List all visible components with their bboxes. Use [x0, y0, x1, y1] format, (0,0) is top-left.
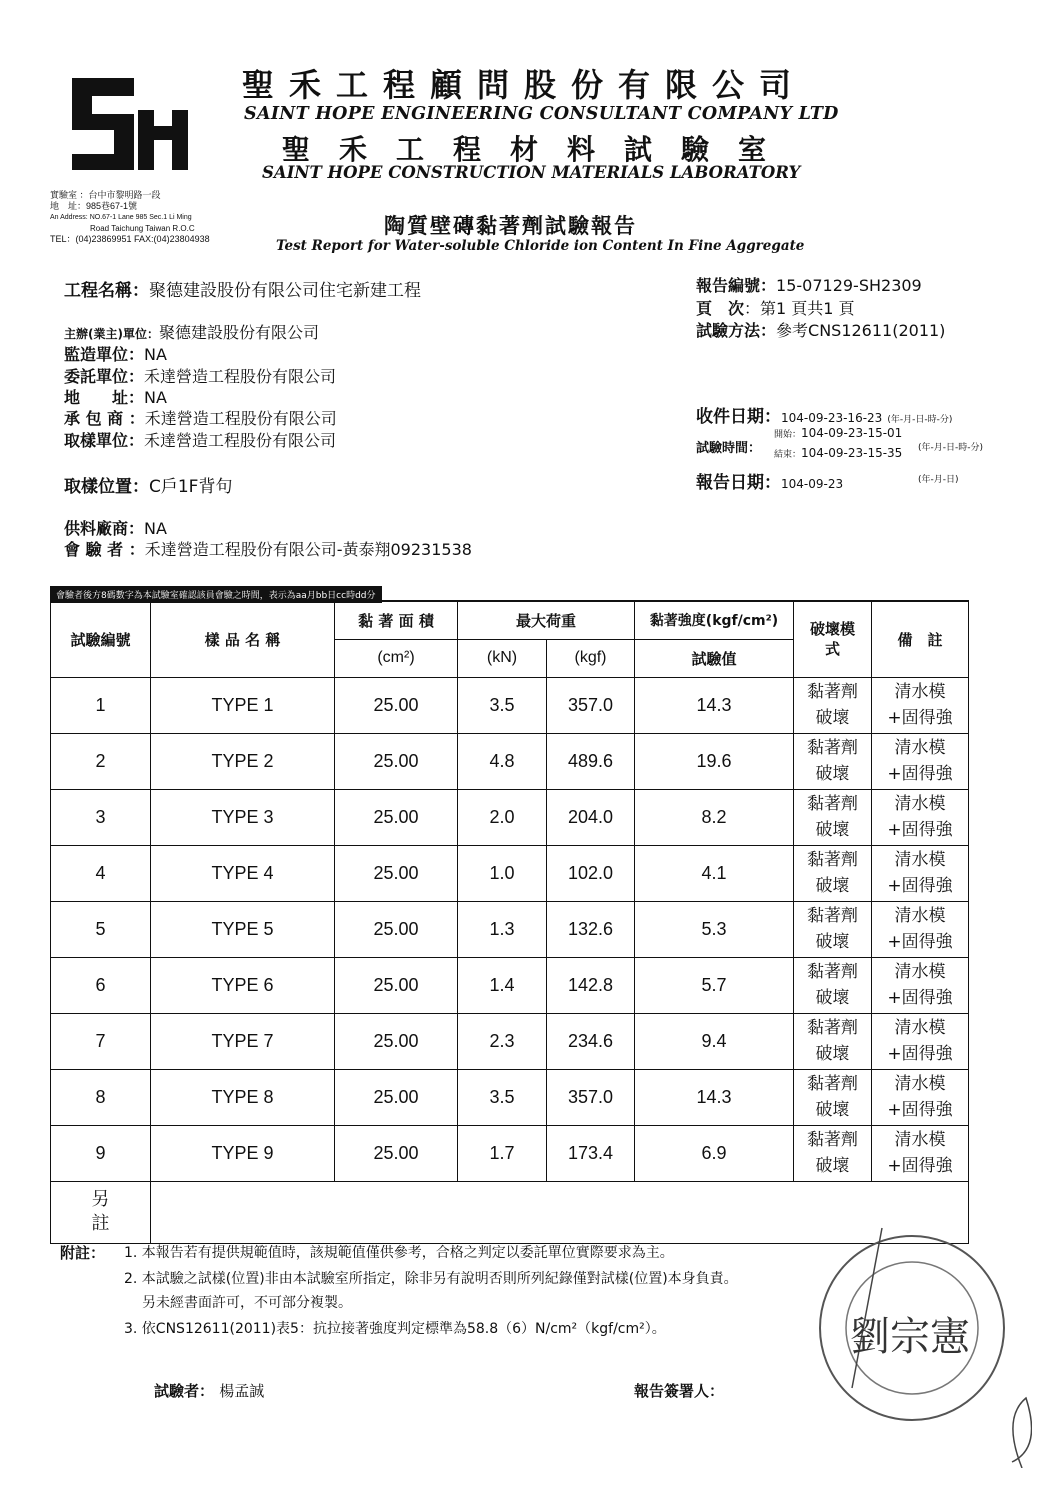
- company-seal: [812, 1218, 1032, 1468]
- cell-kn: 2.0: [458, 789, 547, 845]
- field-witness: 會 驗 者 ：禾達營造工程股份有限公司-黃泰翔09231538: [64, 540, 472, 559]
- cell-area: 25.00: [335, 845, 458, 901]
- header-test-no: 試驗編號: [51, 601, 151, 677]
- address-line: 地 址：985巷67-1號: [50, 201, 138, 211]
- cell-kgf: 132.6: [547, 901, 635, 957]
- remark-line: 清水模: [894, 850, 946, 870]
- company-name-cn: 聖禾工程顧問股份有限公司: [242, 66, 807, 104]
- header-sample-name: 樣 品 名 稱: [151, 601, 335, 677]
- cell-failure-mode: [794, 677, 872, 733]
- cell-kn: 1.3: [458, 901, 547, 957]
- remark-line: 清水模: [894, 794, 946, 814]
- cell-kn: 3.5: [458, 1069, 547, 1125]
- failure-mode-line: 黏著劑: [807, 906, 858, 926]
- header-max-load: 最大荷重: [458, 601, 635, 639]
- address-line: TEL：(04)23869951 FAX:(04)23804938: [50, 234, 210, 244]
- cell-failure-mode: [794, 1013, 872, 1069]
- cell-sample-name: TYPE 5: [151, 901, 335, 957]
- header-strength-sub: 試驗值: [635, 639, 794, 677]
- cell-sample-name: TYPE 6: [151, 957, 335, 1013]
- remark-line: 清水模: [894, 1018, 946, 1038]
- header-area: 黏 著 面 積: [335, 601, 458, 639]
- failure-mode-line: 破壞: [815, 1156, 850, 1176]
- remark-line: +固得強: [887, 1100, 953, 1120]
- cell-strength: 5.7: [635, 957, 794, 1013]
- cell-sample-name: TYPE 4: [151, 845, 335, 901]
- cell-kgf: 234.6: [547, 1013, 635, 1069]
- report-signer: 報告簽署人：: [634, 1382, 725, 1400]
- remark-line: +固得強: [887, 708, 953, 728]
- field-page: 頁 次：第1 頁共1 頁: [696, 299, 855, 318]
- lab-name-cn: 聖禾工程材料試驗室: [282, 133, 796, 166]
- cell-strength: 14.3: [635, 677, 794, 733]
- table-row: [51, 677, 969, 733]
- table-row: [51, 1069, 969, 1125]
- report-title-cn: 陶質壁磚黏著劑試驗報告: [384, 213, 637, 238]
- notes-heading: 附註：: [60, 1244, 106, 1262]
- note-line: 3. 依CNS12611(2011)表5：抗拉接著強度判定標準為58.8（6）N/cm²（kgf/cm²）。: [124, 1321, 666, 1337]
- note-line: 1. 本報告若有提供規範值時，該規範值僅供參考，合格之判定以委託單位實際要求為主。: [124, 1245, 674, 1261]
- results-table: [50, 600, 969, 1244]
- lab-name-en: SAINT HOPE CONSTRUCTION MATERIALS LABORATORY: [262, 163, 801, 182]
- header-kgf: (kgf): [547, 639, 635, 677]
- remark-line: +固得強: [887, 1044, 953, 1064]
- company-name-en: SAINT HOPE ENGINEERING CONSULTANT COMPANY LTD: [244, 104, 839, 124]
- failure-mode-line: 黏著劑: [807, 1130, 858, 1150]
- table-row: [51, 1013, 969, 1069]
- cell-strength: 9.4: [635, 1013, 794, 1069]
- address-line: Road Taichung Taiwan R.O.C: [90, 224, 195, 233]
- cell-sample-name: TYPE 7: [151, 1013, 335, 1069]
- failure-mode-line: 黏著劑: [807, 1074, 858, 1094]
- cell-area: 25.00: [335, 1125, 458, 1181]
- cell-test-no: 7: [51, 1013, 151, 1069]
- cell-sample-name: TYPE 8: [151, 1069, 335, 1125]
- cell-remark: [872, 901, 969, 957]
- company-logo: [66, 74, 190, 174]
- cell-kn: 2.3: [458, 1013, 547, 1069]
- failure-mode-line: 破壞: [815, 764, 850, 784]
- failure-mode-line: 破壞: [815, 988, 850, 1008]
- cell-remark: [872, 1013, 969, 1069]
- cell-kgf: 102.0: [547, 845, 635, 901]
- tester-signature: 試驗者： 楊孟誠: [154, 1382, 265, 1400]
- cell-sample-name: TYPE 1: [151, 677, 335, 733]
- cell-failure-mode: [794, 957, 872, 1013]
- table-row: [51, 733, 969, 789]
- cell-test-no: 9: [51, 1125, 151, 1181]
- header-failure-mode: 破壞模式: [794, 601, 872, 677]
- cell-remark: [872, 677, 969, 733]
- cell-strength: 19.6: [635, 733, 794, 789]
- failure-mode-line: 黏著劑: [807, 1018, 858, 1038]
- failure-mode-line: 黏著劑: [807, 962, 858, 982]
- cell-failure-mode: [794, 1125, 872, 1181]
- cell-area: 25.00: [335, 1069, 458, 1125]
- remark-line: +固得強: [887, 988, 953, 1008]
- remark-line: 清水模: [894, 738, 946, 758]
- failure-mode-line: 破壞: [815, 708, 850, 728]
- cell-strength: 8.2: [635, 789, 794, 845]
- cell-failure-mode: [794, 1069, 872, 1125]
- address-line: 實驗室 ：台中市黎明路一段: [50, 190, 161, 200]
- cell-sample-name: TYPE 9: [151, 1125, 335, 1181]
- field-contractor: 承 包 商 ：禾達營造工程股份有限公司: [64, 409, 337, 428]
- failure-mode-line: 破壞: [815, 932, 850, 952]
- cell-strength: 4.1: [635, 845, 794, 901]
- cell-area: 25.00: [335, 789, 458, 845]
- cell-area: 25.00: [335, 733, 458, 789]
- remark-line: +固得強: [887, 764, 953, 784]
- cell-area: 25.00: [335, 901, 458, 957]
- address-line: An Address: NO.67-1 Lane 985 Sec.1 Li Ming: [50, 214, 192, 221]
- cell-test-no: 8: [51, 1069, 151, 1125]
- header-remark: 備 註: [872, 601, 969, 677]
- cell-strength: 5.3: [635, 901, 794, 957]
- field-address: 地 址：NA: [64, 388, 167, 407]
- remark-line: 清水模: [894, 682, 946, 702]
- cell-area: 25.00: [335, 677, 458, 733]
- seal-signature: 劉宗憲: [850, 1314, 970, 1360]
- cell-remark: [872, 789, 969, 845]
- header-kn: (kN): [458, 639, 547, 677]
- failure-mode-line: 黏著劑: [807, 682, 858, 702]
- field-report-no: 報告編號：15-07129-SH2309: [696, 276, 922, 295]
- cell-failure-mode: [794, 901, 872, 957]
- field-sampler: 取樣單位：禾達營造工程股份有限公司: [64, 431, 337, 450]
- cell-strength: 6.9: [635, 1125, 794, 1181]
- cell-area: 25.00: [335, 1013, 458, 1069]
- table-row: [51, 789, 969, 845]
- remark-line: +固得強: [887, 1156, 953, 1176]
- cell-area: 25.00: [335, 957, 458, 1013]
- field-received: 收件日期：104-09-23-16-23 (年-月-日-時-分): [696, 407, 953, 427]
- table-row: [51, 901, 969, 957]
- failure-mode-line: 黏著劑: [807, 850, 858, 870]
- cell-remark: [872, 845, 969, 901]
- field-test-start: 開始：104-09-23-15-01: [774, 426, 903, 440]
- cell-sample-name: TYPE 2: [151, 733, 335, 789]
- field-location: 取樣位置：C戶1F背句: [64, 477, 233, 497]
- failure-mode-line: 黏著劑: [807, 738, 858, 758]
- remark-line: 清水模: [894, 1130, 946, 1150]
- field-project: 工程名稱：聚德建設股份有限公司住宅新建工程: [64, 281, 421, 301]
- field-client: 委託單位：禾達營造工程股份有限公司: [64, 367, 337, 386]
- failure-mode-line: 破壞: [815, 820, 850, 840]
- field-test-unit: (年-月-日-時-分): [918, 443, 984, 453]
- cell-kgf: 173.4: [547, 1125, 635, 1181]
- results-body: [51, 677, 969, 1181]
- cell-kn: 3.5: [458, 677, 547, 733]
- cell-kgf: 357.0: [547, 1069, 635, 1125]
- cell-remark: [872, 957, 969, 1013]
- failure-mode-line: 破壞: [815, 1100, 850, 1120]
- cell-strength: 14.3: [635, 1069, 794, 1125]
- remark-label: 另 註: [51, 1181, 151, 1243]
- cell-test-no: 1: [51, 677, 151, 733]
- remark-line: +固得強: [887, 820, 953, 840]
- header-area-unit: (cm²): [335, 639, 458, 677]
- cell-test-no: 6: [51, 957, 151, 1013]
- field-test-end: 結束：104-09-23-15-35: [774, 446, 903, 460]
- field-supplier: 供料廠商：NA: [64, 519, 167, 538]
- field-report-date: 報告日期：104-09-23: [696, 473, 844, 493]
- cell-test-no: 3: [51, 789, 151, 845]
- table-row: [51, 957, 969, 1013]
- table-row: [51, 845, 969, 901]
- cell-failure-mode: [794, 789, 872, 845]
- note-line: 另未經書面許可，不可部分複製。: [142, 1295, 352, 1311]
- field-supervisor: 監造單位：NA: [64, 345, 167, 364]
- cell-kgf: 357.0: [547, 677, 635, 733]
- cell-test-no: 5: [51, 901, 151, 957]
- note-line: 2. 本試驗之試樣(位置)非由本試驗室所指定，除非另有說明否則所列紀錄僅對試樣(位置)本身負責。: [124, 1271, 738, 1287]
- remark-line: +固得強: [887, 932, 953, 952]
- cell-remark: [872, 1069, 969, 1125]
- cell-sample-name: TYPE 3: [151, 789, 335, 845]
- cell-test-no: 2: [51, 733, 151, 789]
- witness-banner: 會驗者後方8碼數字為本試驗室確認該員會驗之時間，表示為aa月bb日cc時dd分: [50, 586, 382, 603]
- cell-failure-mode: [794, 733, 872, 789]
- cell-kn: 1.0: [458, 845, 547, 901]
- cell-test-no: 4: [51, 845, 151, 901]
- cell-remark: [872, 733, 969, 789]
- remark-line: +固得強: [887, 876, 953, 896]
- field-method: 試驗方法：參考CNS12611(2011): [696, 321, 946, 340]
- failure-mode-line: 黏著劑: [807, 794, 858, 814]
- cell-kgf: 142.8: [547, 957, 635, 1013]
- report-title-en: Test Report for Water-soluble Chloride ion Content In Fine Aggregate: [276, 238, 805, 254]
- remark-line: 清水模: [894, 962, 946, 982]
- header-strength: 黏著強度(kgf/cm²): [635, 601, 794, 639]
- field-owner: 主辦(業主)單位：聚德建設股份有限公司: [64, 323, 319, 342]
- field-report-date-unit: (年-月-日): [918, 475, 959, 485]
- cell-kn: 1.4: [458, 957, 547, 1013]
- remark-line: 清水模: [894, 906, 946, 926]
- company-address: [50, 190, 270, 245]
- failure-mode-line: 破壞: [815, 876, 850, 896]
- cell-kgf: 489.6: [547, 733, 635, 789]
- field-test-time: 試驗時間：: [696, 441, 762, 456]
- table-row: [51, 1125, 969, 1181]
- cell-failure-mode: [794, 845, 872, 901]
- failure-mode-line: 破壞: [815, 1044, 850, 1064]
- cell-kn: 1.7: [458, 1125, 547, 1181]
- cell-kgf: 204.0: [547, 789, 635, 845]
- remark-line: 清水模: [894, 1074, 946, 1094]
- cell-kn: 4.8: [458, 733, 547, 789]
- cell-remark: [872, 1125, 969, 1181]
